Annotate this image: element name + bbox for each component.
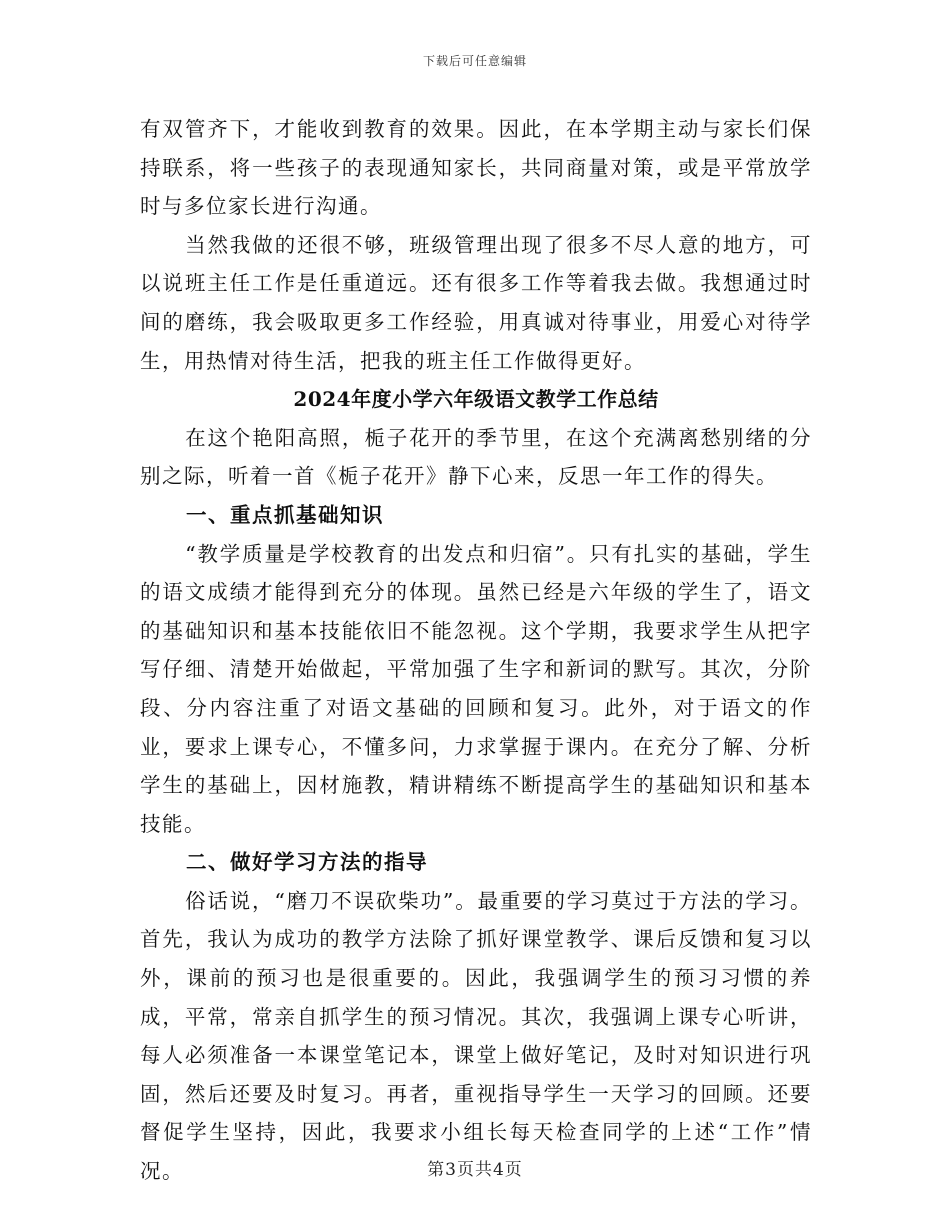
section-title: 2024年度小学六年级语文教学工作总结 (293, 387, 659, 412)
page-header: 下载后可任意编辑 (422, 54, 527, 68)
heading-learning-methods: 二、做好学习方法的指导 (186, 850, 428, 875)
document-body (140, 110, 812, 1191)
paragraph-basic-knowledge: “教学质量是学校教育的出发点和归宿”。只有扎实的基础，学生的语文成绩才能得到充分的体现。虽然已经是六年级的学生了，语文的基础知识和基本技能依旧不能忽视。这个学期，我要求学生从把字写仔细、清楚开始做起，平常加强了生字和新词的默写。其次，分阶段、分内容注重了对语文基础的回顾和复习。此外，对于语文的作业，要求上课专心，不懂多问，力求掌握于课内。在充分了解、分析学生的基础上，因材施教，精讲精练不断提高学生的基础知识和基本技能。 (140, 541, 812, 836)
page-number-footer: 第3页共4页 (427, 1160, 523, 1180)
paragraph-parent-communication: 有双管齐下，才能收到教育的效果。因此，在本学期主动与家长们保持联系，将一些孩子的表现通知家长，共同商量对策，或是平常放学时与多位家长进行沟通。 (140, 117, 812, 219)
paragraph-self-reflection: 当然我做的还很不够，班级管理出现了很多不尽人意的地方，可以说班主任工作是任重道远。还有很多工作等着我去做。我想通过时间的磨练，我会吸取更多工作经验，用真诚对待事业，用爱心对待学生，用热情对待生活，把我的班主任工作做得更好。 (140, 232, 812, 373)
heading-basic-knowledge: 一、重点抓基础知识 (186, 502, 384, 527)
paragraph-introduction: 在这个艳阳高照，栀子花开的季节里，在这个充满离愁别绪的分别之际，听着一首《栀子花开》静下心来，反思一年工作的得失。 (140, 425, 812, 489)
paragraph-learning-methods: 俗话说，“磨刀不误砍柴功”。最重要的学习莫过于方法的学习。首先，我认为成功的教学方法除了抓好课堂教学、课后反馈和复习以外，课前的预习也是很重要的。因此，我强调学生的预习习惯的养成，平常，常亲自抓学生的预习情况。其次，我强调上课专心听讲，每人必须准备一本课堂笔记本，课堂上做好笔记，及时对知识进行巩固，然后还要及时复习。再者，重视指导学生一天学习的回顾。还要督促学生坚持，因此，我要求小组长每天检查同学的上述“工作”情况。 (140, 888, 812, 1184)
